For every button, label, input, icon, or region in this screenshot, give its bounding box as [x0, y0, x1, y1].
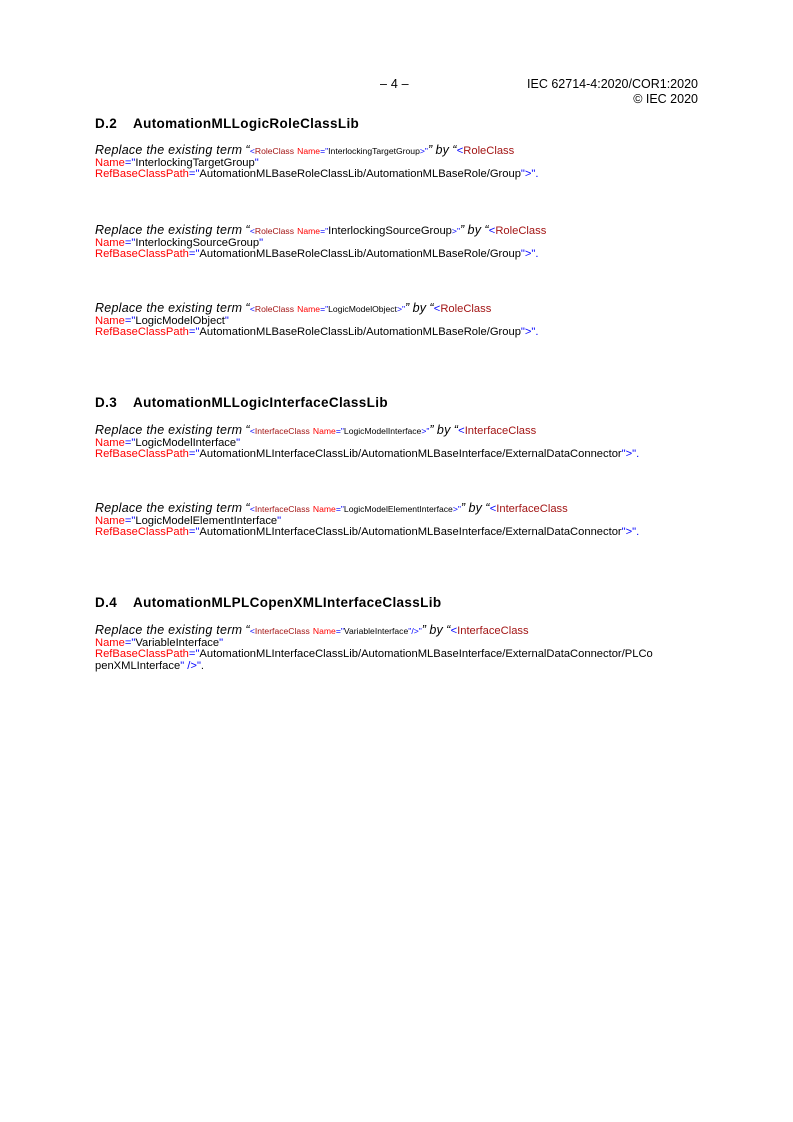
standard-id: IEC 62714-4:2020/COR1:2020 [527, 77, 698, 91]
section-title: AutomationMLLogicInterfaceClassLib [133, 395, 388, 410]
section-heading-d3 [95, 395, 388, 410]
standard-header [527, 77, 698, 107]
page-number: – 4 – [380, 77, 409, 91]
section-heading-d4 [95, 595, 441, 610]
section-heading-d2 [95, 116, 359, 131]
correction-entry: Replace the existing term “<InterfaceClass Name="VariableInterface"/>"” by “<InterfaceClass Name="VariableInterface" RefBaseClassPath="AutomationMLInterfaceClassLib/AutomationMLBaseInterface/ExternalDataConnector/PLCo penXMLInterface" />". [95, 623, 653, 672]
section-number: D.4 [95, 595, 118, 610]
copyright-notice: © IEC 2020 [633, 92, 698, 106]
correction-entry: Replace the existing term “<RoleClass Name="InterlockingSourceGroup>"” by “<RoleClass Name="InterlockingSourceGroup" RefBaseClassPath="AutomationMLBaseRoleClassLib/AutomationMLBaseRole/Group">". [95, 223, 547, 261]
correction-entry: Replace the existing term “<RoleClass Name="LogicModelObject>"” by “<RoleClass Name="LogicModelObject" RefBaseClassPath="AutomationMLBaseRoleClassLib/AutomationMLBaseRole/Group">". [95, 301, 539, 339]
section-number: D.2 [95, 116, 118, 131]
correction-entry: Replace the existing term “<InterfaceClass Name="LogicModelInterface>"” by “<InterfaceClass Name="LogicModelInterface" RefBaseClassPath="AutomationMLInterfaceClassLib/AutomationMLBaseInterface/ExternalDataConnector">". [95, 423, 640, 461]
section-number: D.3 [95, 395, 118, 410]
section-title: AutomationMLLogicRoleClassLib [133, 116, 360, 131]
correction-entry: Replace the existing term “<RoleClass Name="InterlockingTargetGroup>"” by “<RoleClass Name="InterlockingTargetGroup" RefBaseClassPath="AutomationMLBaseRoleClassLib/AutomationMLBaseRole/Group">". [95, 143, 539, 181]
correction-entry: Replace the existing term “<InterfaceClass Name="LogicModelElementInterface>"” by “<InterfaceClass Name="LogicModelElementInterface" RefBaseClassPath="AutomationMLInterfaceClassLib/AutomationMLBaseInterface/ExternalDataConnector">". [95, 501, 640, 539]
section-title: AutomationMLPLCopenXMLInterfaceClassLib [133, 595, 442, 610]
